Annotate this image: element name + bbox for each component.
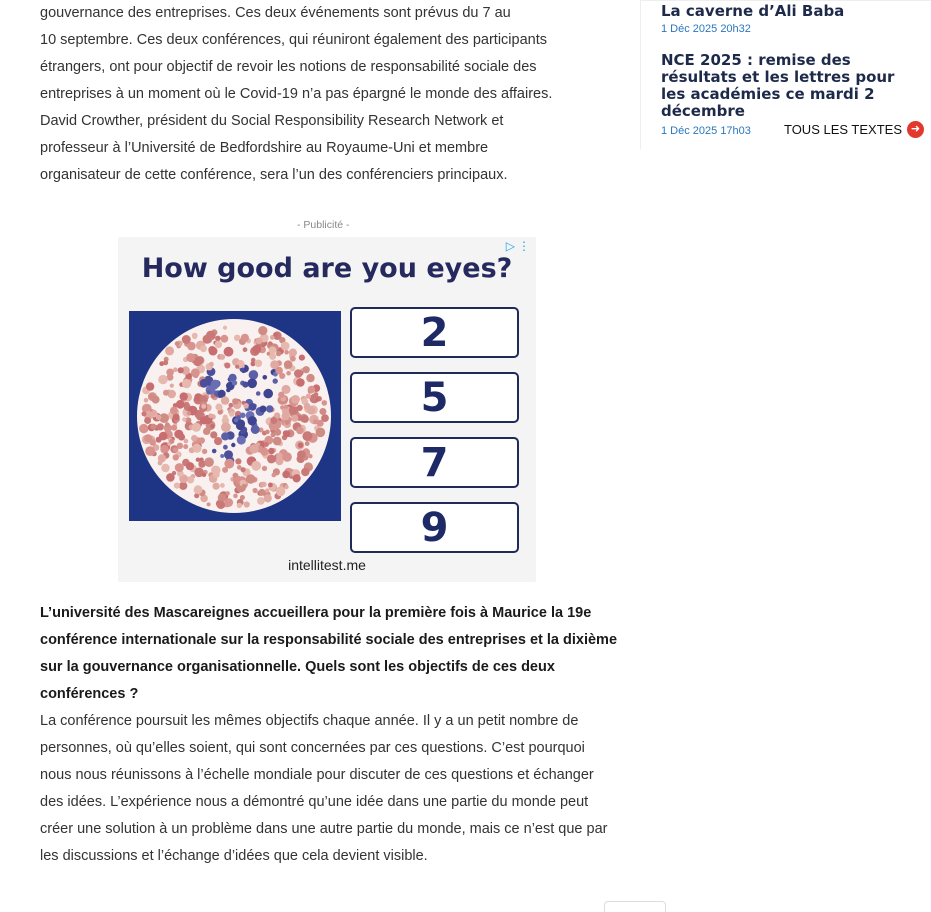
plate-dot xyxy=(243,403,249,409)
plate-dot xyxy=(200,379,209,388)
plate-dot xyxy=(203,429,209,435)
plate-dot xyxy=(234,335,240,341)
plate-dot xyxy=(268,341,272,345)
plate-dot xyxy=(158,375,167,384)
plate-dot xyxy=(317,420,324,427)
article-line: 10 septembre. Ces deux conférences, qui réuniront également des participants xyxy=(40,32,547,48)
plate-dot xyxy=(294,474,300,480)
plate-dot xyxy=(289,406,298,415)
plate-dot xyxy=(242,484,247,489)
plate-dot xyxy=(152,396,160,404)
plate-dot xyxy=(192,333,198,339)
plate-dot xyxy=(191,368,200,377)
plate-dot xyxy=(219,354,225,360)
plate-dot xyxy=(240,495,245,500)
plate-dot xyxy=(175,463,184,472)
plate-dot xyxy=(278,392,284,398)
plate-dot xyxy=(303,366,310,373)
plate-dot xyxy=(260,482,265,487)
plate-dot xyxy=(172,471,176,475)
plate-dot xyxy=(211,380,220,389)
plate-dot xyxy=(243,347,248,352)
plate-dot xyxy=(215,403,222,410)
plate-dot xyxy=(201,404,206,409)
plate-dot xyxy=(180,392,188,400)
plate-dot xyxy=(186,353,195,362)
plate-dot xyxy=(271,432,276,437)
plate-dot xyxy=(199,437,205,443)
plate-dot xyxy=(184,439,189,444)
plate-dot xyxy=(163,360,168,365)
plate-dot xyxy=(224,363,230,369)
plate-dot xyxy=(177,443,183,449)
plate-dot xyxy=(251,461,261,471)
plate-dot xyxy=(224,498,233,507)
plate-dot xyxy=(284,405,288,409)
plate-dot xyxy=(237,436,246,445)
plate-dot xyxy=(289,349,297,357)
plate-dot xyxy=(220,454,224,458)
plate-dot xyxy=(299,355,305,361)
ad-title: How good are you eyes? xyxy=(141,253,513,284)
plate-dot xyxy=(209,362,214,367)
plate-dot xyxy=(221,335,229,343)
plate-dot xyxy=(250,444,259,453)
plate-dot xyxy=(273,333,277,337)
news-title[interactable]: NCE 2025 : remise des résultats et les lettres pour les académies ce mardi 2 décembre xyxy=(661,51,895,120)
plate-dot xyxy=(265,489,269,493)
plate-dot xyxy=(215,336,221,342)
plate-dot xyxy=(234,418,238,422)
plate-dot xyxy=(223,415,228,420)
plate-dot xyxy=(208,413,213,418)
plate-dot xyxy=(182,379,191,388)
plate-dot xyxy=(235,365,239,369)
plate-dot xyxy=(301,468,309,476)
plate-dot xyxy=(217,501,225,509)
plate-dot xyxy=(232,380,237,385)
plate-dot xyxy=(235,458,241,464)
plate-dot xyxy=(231,443,235,447)
plate-dot xyxy=(187,411,191,415)
plate-dot xyxy=(193,444,202,453)
plate-dot xyxy=(270,417,277,424)
plate-dot xyxy=(251,425,260,434)
plate-dot xyxy=(307,407,315,415)
plate-dot xyxy=(161,464,169,472)
plate-dot xyxy=(183,444,188,449)
plate-dot xyxy=(203,335,212,344)
interview-question: L’université des Mascareignes accueillera pour la première fois à Maurice la 19e conférence internationale sur la responsabilité sociale des entreprises et la dixième sur la gouvernance organisationnelle. Quels sont les objectifs de ces deux conférences ? xyxy=(40,605,618,702)
plate-dot xyxy=(170,407,178,415)
article-line: David Crowther, président du Social Responsibility Research Network et xyxy=(40,113,504,129)
plate-dot xyxy=(244,501,250,507)
plate-dot xyxy=(253,488,258,493)
plate-dot xyxy=(223,326,227,330)
plate-dot xyxy=(246,474,256,484)
plate-dot xyxy=(241,335,247,341)
news-date: 1 Déc 2025 17h03 xyxy=(661,125,751,137)
plate-dot xyxy=(187,476,194,483)
plate-dot xyxy=(256,391,261,396)
plate-dot xyxy=(224,450,233,459)
plate-dot xyxy=(267,455,276,464)
plate-dot xyxy=(249,370,259,380)
answer-option[interactable]: 5 xyxy=(350,372,519,423)
plate-dot xyxy=(165,422,170,427)
plate-dot xyxy=(266,405,273,412)
plate-dot xyxy=(285,420,290,425)
plate-dot xyxy=(150,424,156,430)
plate-dot xyxy=(226,491,230,495)
plate-dot xyxy=(174,483,180,489)
plate-dot xyxy=(276,487,286,497)
plate-dot xyxy=(248,416,257,425)
advertisement-label: - Publicité - xyxy=(297,219,350,231)
plate-dot xyxy=(284,350,289,355)
all-texts-link[interactable] xyxy=(784,121,924,138)
interview-answer: La conférence poursuit les mêmes objectifs chaque année. Il y a un petit nombre de personnes, où qu’elles soient, qui sont concernées par ces questions. C’est pourquoi nous nous réunissons à l’échelle mondiale pour discuter de ces questions et échanger des idées. L’expérience nous a démontré qu’une idée dans une partie du monde peut créer une solution à un problème dans une autre partie du monde, mais ce n’est que par les discussions et l’échange d’idées que cela devient visible. xyxy=(40,713,608,864)
plate-dot xyxy=(173,367,178,372)
plate-dot xyxy=(237,465,242,470)
article-line: professeur à l’Université de Bedfordshire au Royaume-Uni et membre xyxy=(40,140,489,156)
plate-dot xyxy=(282,471,290,479)
plate-dot xyxy=(186,462,194,470)
plate-dot xyxy=(212,449,217,454)
plate-dot xyxy=(283,430,289,436)
plate-dot xyxy=(301,415,309,423)
plate-dot xyxy=(256,338,263,345)
plate-dot xyxy=(226,388,230,392)
plate-dot xyxy=(200,345,207,352)
plate-dot xyxy=(290,356,296,362)
plate-dot xyxy=(146,382,154,390)
plate-dot xyxy=(160,445,169,454)
plate-dot xyxy=(171,425,177,431)
plate-dot xyxy=(284,485,288,489)
plate-dot xyxy=(302,431,312,441)
plate-dot xyxy=(176,400,185,409)
plate-dot xyxy=(273,437,282,446)
plate-dot xyxy=(308,386,316,394)
news-item[interactable] xyxy=(661,3,921,35)
news-date: 1 Déc 2025 20h32 xyxy=(661,23,751,35)
plate-dot xyxy=(200,416,208,424)
plate-dot xyxy=(255,360,262,367)
plate-dot xyxy=(221,422,231,432)
plate-dot xyxy=(282,452,292,462)
scroll-handle[interactable] xyxy=(604,901,666,912)
plate-dot xyxy=(170,384,174,388)
plate-dot xyxy=(202,449,207,454)
plate-dot xyxy=(264,442,269,447)
plate-dot xyxy=(213,483,220,490)
plate-dot xyxy=(173,454,179,460)
plate-dot xyxy=(144,434,152,442)
plate-dot xyxy=(169,439,174,444)
article-body xyxy=(40,0,615,189)
plate-dot xyxy=(240,413,246,419)
article-line: organisateur de cette conférence, sera l’un des conférenciers principaux. xyxy=(40,167,508,183)
plate-dot xyxy=(166,369,174,377)
answer-option[interactable]: 7 xyxy=(350,437,519,488)
plate-dot xyxy=(273,378,278,383)
plate-dot xyxy=(213,471,220,478)
plate-dot xyxy=(209,347,218,356)
plate-dot xyxy=(258,326,267,335)
answer-option[interactable]: 9 xyxy=(350,502,519,553)
plate-dot xyxy=(284,360,293,369)
plate-dot xyxy=(265,430,270,435)
color-blind-test-plate xyxy=(129,311,341,521)
ad-choices[interactable] xyxy=(503,239,530,253)
plate-dot xyxy=(232,398,238,404)
plate-dot xyxy=(163,390,169,396)
vertical-dots-icon[interactable]: ⋮ xyxy=(518,239,530,253)
plate-dot xyxy=(236,421,245,430)
plate-dot xyxy=(263,389,273,399)
plate-dot xyxy=(221,432,229,440)
plate-dot xyxy=(314,392,319,397)
plate-dot xyxy=(142,411,147,416)
plate-dot xyxy=(139,424,148,433)
plate-dot xyxy=(275,367,283,375)
latest-news-sidebar xyxy=(640,0,931,149)
plate-dot xyxy=(157,423,164,430)
ad-url[interactable]: intellitest.me xyxy=(288,557,366,573)
plate-dot xyxy=(144,398,149,403)
news-title[interactable]: La caverne d’Ali Baba xyxy=(661,2,845,20)
plate-dot xyxy=(229,412,234,417)
plate-dot xyxy=(194,485,203,494)
plate-dot xyxy=(221,396,229,404)
plate-dot xyxy=(224,459,234,469)
plate-dot xyxy=(144,417,151,424)
plate-dot xyxy=(156,415,162,421)
plate-dot xyxy=(249,403,257,411)
play-triangle-icon[interactable]: ▷ xyxy=(505,239,515,253)
plate-dot xyxy=(294,369,303,378)
ishihara-dots-image xyxy=(129,311,341,521)
plate-dot xyxy=(322,400,328,406)
plate-dot xyxy=(316,398,320,402)
plate-dot xyxy=(207,502,211,506)
plate-dot xyxy=(276,351,281,356)
plate-dot xyxy=(145,446,155,456)
plate-dot xyxy=(263,375,268,380)
plate-dot xyxy=(220,483,225,488)
plate-dot xyxy=(202,473,206,477)
answer-option[interactable]: 2 xyxy=(350,307,519,358)
plate-dot xyxy=(214,437,222,445)
plate-dot xyxy=(297,450,306,459)
plate-dot xyxy=(215,341,222,348)
plate-dot xyxy=(264,494,272,502)
plate-dot xyxy=(296,378,305,387)
plate-dot xyxy=(237,503,242,508)
plate-dot xyxy=(316,428,326,438)
plate-dot xyxy=(158,461,163,466)
plate-dot xyxy=(204,457,214,467)
all-texts-label[interactable]: TOUS LES TEXTES xyxy=(783,122,902,137)
plate-dot xyxy=(165,346,174,355)
plate-dot xyxy=(174,430,183,439)
article-line: étrangers, ont pour objectif de revoir les notions de responsabilité sociale des xyxy=(40,59,537,75)
plate-dot xyxy=(236,476,241,481)
plate-dot xyxy=(252,345,261,354)
plate-dot xyxy=(305,441,310,446)
plate-dot xyxy=(269,353,276,360)
plate-dot xyxy=(196,458,200,462)
plate-dot xyxy=(276,457,284,465)
plate-dot xyxy=(229,403,234,408)
plate-dot xyxy=(182,417,186,421)
plate-dot xyxy=(291,415,298,422)
plate-dot xyxy=(286,371,291,376)
plate-dot xyxy=(178,367,184,373)
plate-dot xyxy=(298,442,304,448)
plate-dot xyxy=(182,335,191,344)
plate-dot xyxy=(291,395,300,404)
plate-dot xyxy=(159,432,168,441)
plate-dot xyxy=(233,494,238,499)
plate-dot xyxy=(262,466,267,471)
plate-dot xyxy=(260,406,267,413)
plate-dot xyxy=(296,427,304,435)
plate-dot xyxy=(223,445,228,450)
plate-dot xyxy=(210,424,215,429)
plate-dot xyxy=(272,473,277,478)
plate-dot xyxy=(191,435,197,441)
plate-dot xyxy=(192,423,201,432)
plate-dot xyxy=(257,497,265,505)
plate-dot xyxy=(173,414,180,421)
plate-dot xyxy=(175,341,180,346)
plate-dot xyxy=(196,356,204,364)
plate-dot xyxy=(207,390,211,394)
plate-dot xyxy=(224,347,234,357)
advertisement[interactable] xyxy=(118,237,536,582)
plate-dot xyxy=(282,412,290,420)
plate-dot xyxy=(306,394,311,399)
answer-options xyxy=(350,307,519,567)
plate-dot xyxy=(319,408,326,415)
plate-dot xyxy=(268,483,273,488)
plate-dot xyxy=(306,374,314,382)
arrow-circle-right-icon[interactable]: ➜ xyxy=(907,121,924,138)
plate-dot xyxy=(281,342,290,351)
article-line: entreprises à un moment où le Covid-19 n’a pas épargné le monde des affaires. xyxy=(40,86,553,102)
plate-dot xyxy=(258,489,265,496)
article-line: gouvernance des entreprises. Ces deux événements sont prévus du 7 au xyxy=(40,5,511,21)
interview-block xyxy=(40,600,620,870)
plate-dot xyxy=(247,379,257,389)
